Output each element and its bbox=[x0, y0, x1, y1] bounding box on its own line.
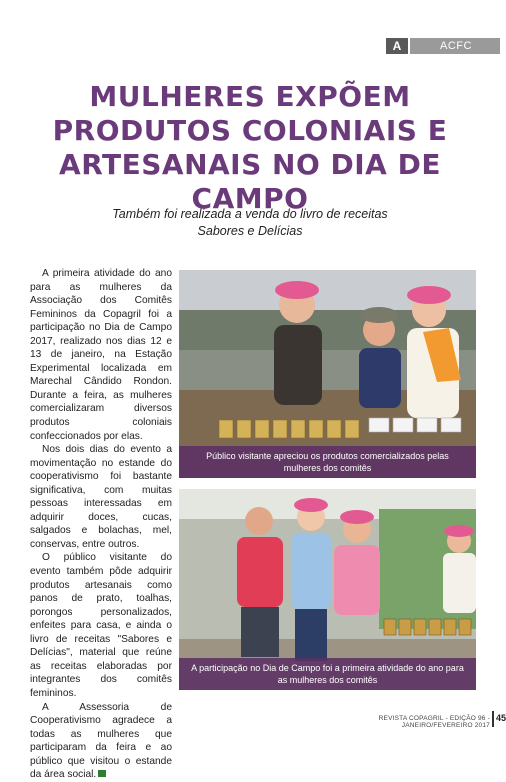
body-paragraph-4 bbox=[30, 701, 172, 782]
end-mark-icon bbox=[98, 770, 106, 777]
article-body bbox=[30, 267, 172, 782]
photo-caption-2: A participação no Dia de Campo foi a primeira atividade do ano para as mulheres dos comitês bbox=[179, 658, 476, 690]
body-paragraph-1: A primeira atividade do ano para as mulheres da Associação dos Comitês Femininos da Copagril foi a participação no Dia de Campo 2017, realizado nos dias 12 e 13 de janeiro, na Estação Experimental localizada em Marechal Cândido Rondon. Durante a feira, as mulheres comercializaram diversos produtos coloniais confeccionados por elas. bbox=[30, 268, 172, 442]
photo-caption-1: Público visitante apreciou os produtos comercializados pelas mulheres dos comitês bbox=[179, 446, 476, 478]
page-number: 45 bbox=[496, 713, 506, 723]
section-badge: A bbox=[386, 38, 408, 54]
article-subtitle: Também foi realizada a venda do livro de receitas Sabores e Delícias bbox=[112, 207, 388, 238]
article-title: MULHERES EXPÕEM PRODUTOS COLONIAIS E ARTESANAIS NO DIA DE CAMPO bbox=[52, 80, 448, 215]
body-paragraph-3: O público visitante do evento também pôde adquirir produtos artesanais como panos de prato, toalhas, porongos personalizados, enfeites para casa, e ainda o livro de receitas "Sabores e Delícias", material que reúne as receitas elaboradas por integrantes dos comitês femininos. bbox=[30, 552, 172, 699]
body-paragraph-4-text: A Assessoria de Cooperativismo agradece a todas as mulheres que participaram da feira e ao público que visitou o estande da área social. bbox=[30, 701, 172, 781]
section-label: ACFC bbox=[410, 38, 500, 54]
photo-group-stand bbox=[179, 489, 476, 690]
photo-visitors-stand bbox=[179, 270, 476, 478]
body-paragraph-2: Nos dois dias do evento a movimentação no estande do cooperativismo foi bastante significativa, com muitas pessoas interessadas em adquirir doces, cucas, salgados e bolachas, mel, conservas, entre outros. bbox=[30, 444, 172, 550]
footer-publication: REVISTA COPAGRIL - EDIÇÃO 96 - JANEIRO/FEVEREIRO 2017 bbox=[378, 715, 490, 729]
footer-divider bbox=[492, 711, 494, 727]
